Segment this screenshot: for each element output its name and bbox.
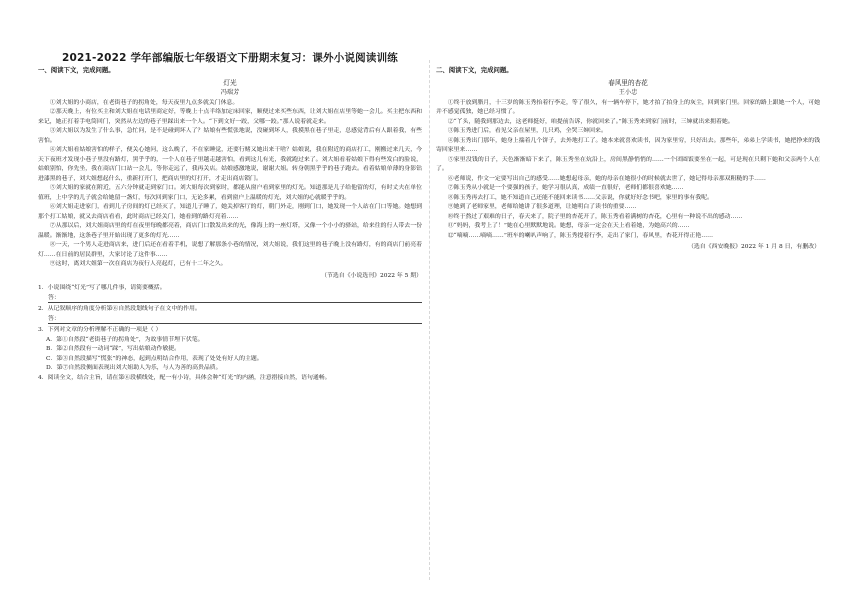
- paragraph: ④刘大姐看姑娘害怕的样子，便关心她问，这么晚了，不在家睡觉，还要行赌又她出来干啥？姑娘说，我在附近的商店打工，刚搬过来几天，今天下夜班才发现小巷子里没有路灯，黑乎乎的，一个人在巷子里越走越害怕，看到这儿有光，我就跑过来了。刘大姐看着姑娘下得有些发白的脸说，姑娘别怕，你先坐，我在商店门口站一会儿，等你走远了，我再关店。姑娘感激地说，谢谢大姐。转身朝黑乎乎的巷子跑去。看着姑娘单薄的身影钻进漆黑的巷子，刘大姐想起什么，重新打开门，把商店里的灯打开，才走出商店锁门。: [38, 147, 422, 182]
- answer-line: [48, 315, 422, 325]
- option-c: C．第③自然段描写“慌张”的神态，起到点明结合作用，表现了处处有好人的主题。: [46, 355, 263, 362]
- paragraph: ②“丫头，随我到那边去，这老师挺好，咱提前告诉，你就回来了。”陈玉秀来到家门前时，三婶就出来拥着她。: [447, 118, 734, 125]
- story-title: 春风里的杏花: [608, 78, 648, 87]
- column-divider: [429, 60, 430, 580]
- source-citation: （选自《西安晚报》2022 年 1 月 8 日，有删改）: [688, 244, 820, 250]
- question-1: 1．小说围绕“灯光”写了哪几件事，请简要概括。: [38, 285, 166, 291]
- paragraph: ⑥刘大姐走进家门，看到儿子房间的灯已经灭了，知道儿子睡了，她关掉客厅的灯，朝门外走，刚到门口，她发现一个人站在门口等她。她想到那个打工姑娘，就又去商店看看，此时商店已经关门，她看到的路灯亮着……: [38, 204, 422, 220]
- paragraph: ⑦从那以后，刘大姐商店里的灯在夜里每晚都亮着，商店门口散发出来的光，像海上的一座灯塔，又像一个小小的驿站，给来往的行人带去一份温暖。渐渐地，这条巷子里开始出现了更多的灯光……: [38, 223, 422, 239]
- paragraph: ③陈玉秀进门后，看见父亲在屋里，几只鸡，全哭三婶回来。: [447, 128, 607, 134]
- answer-prefix: 答：: [48, 315, 60, 322]
- paragraph: ⑨这时，离刘大姐第一次在商店为夜行人亮起灯，已有十二年之久。: [49, 261, 227, 267]
- paragraph: ⑤刘大姐的家就在附近，五六分钟就走到家门口。刘大姐每次到家时，都能从窗户看到家里的灯光。知道那是儿子给他留的灯，有时丈夫在单位值班，上中学的儿子就会给她留一盏灯，每次回到家门口，无论多累，看到窗户上温暖的灯光，刘大姐的心就暖乎乎的。: [38, 185, 422, 201]
- paragraph: ①刘大姐的小商店，在老街巷子的拐角处，每天夜里九点多就关门休息。: [49, 99, 239, 106]
- question-2: 2．从记叙顺序的角度分析第⑥自然段划线句子在文中的作用。: [38, 306, 201, 312]
- section-heading-one: 一、阅读下文，完成问题。: [38, 66, 115, 74]
- paragraph: ①终于放到腊月，十三岁的陈玉秀抬着行李走，等了很久，有一辆车停下，她才拍了拍身上的灰尘，回到家门里。回家的路上跟她一个人，可她并不感觉孤独，她已经习惯了。: [436, 99, 820, 115]
- paragraph: ④陈玉秀出门那年，她身上揣着几个饼子，去外地打工了。她本来就喜欢读书，因为家里穷，只好出去。那些年，弟弟上学读书，她把挣来的钱寄回家里来……: [436, 137, 820, 153]
- paragraph: ⑨她到了老师家里，老师给她讲了很多道理，让她明白了读书的重要……: [447, 204, 637, 210]
- paragraph: ⑤家里没钱的日子，天色渐渐暗下来了，陈玉秀坐在炕沿上，房间黑静悄悄的……一个团圆饭要坐在一起，可是现在只剩下她和父亲两个人在了。: [436, 156, 820, 172]
- paragraph: ⑫“嘀嘀……嘀嘀……”班车的喇叭声响了，陈玉秀提着行李，走出了家门，春风里，杏花开得正艳……: [447, 232, 714, 239]
- paragraph: ⑧一天，一个男人走进商店来，进门后还在看着手机，说想了解那条小巷的情况，刘大姐说，我们这里的巷子晚上没有路灯，有的商店门前亮着灯……在日前的居民群里，大家讨论了这件事……: [38, 242, 422, 258]
- question-4: 4．阅读全文，结合主旨，请在第⑥段横线处，配一有小诗，具体会种“灯光”的内涵，注意措接自然，语句通畅。: [38, 374, 331, 381]
- paragraph: ③刘大姐以为发生了什么事，急忙问，是不是碰到坏人了？姑娘有些慌张地说，没碰到坏人，我摸黑在巷子里走，总感觉背后有人跟着我，有些害怕。: [38, 128, 422, 144]
- answer-prefix: 答：: [48, 294, 60, 301]
- left-column: [38, 66, 422, 383]
- source-citation: （节选自《小说选刊》2022 年 5 期）: [321, 272, 422, 279]
- option-a: A．第①自然段“老街巷子的拐角处”，为故事情节埋下伏笔。: [46, 336, 204, 343]
- paragraph: ⑥老师说，作文一定要写出自己的感受……她想起母亲，她的母亲在她很小的时候就去世了，她记得母亲那双粗糙的手……: [447, 175, 766, 182]
- story-author: 王小忠: [618, 89, 638, 96]
- paragraph: ⑪“妈妈，我考上了！”她在心里默默地说。她想，母亲一定会在天上看着她，为她高兴的……: [447, 223, 690, 229]
- paragraph: ⑦陈玉秀从小就是一个要强的孩子，她学习很认真，成绩一直很好，老师们都很喜欢她……: [447, 185, 684, 191]
- paragraph: ⑩终于熬过了艰难的日子，春天来了，院子里的杏花开了，陈玉秀看着满树的杏花，心里有一种说不出的感动……: [447, 213, 743, 220]
- option-b: B．第②自然段有一动词“踩”，写出姑娘动作敏捷。: [46, 346, 181, 352]
- question-3: 3．下列对文章的分析理解不正确的一项是（ ）: [38, 327, 162, 333]
- section-heading-two: 二、阅读下文，完成问题。: [436, 66, 513, 74]
- answer-line: [48, 294, 422, 304]
- page-title: 2021-2022 学年部编版七年级语文下册期末复习：课外小说阅读训练: [62, 52, 398, 64]
- story-title: 灯光: [223, 78, 237, 87]
- option-d: D．第⑦自然段侧面表现出刘大姐助人为乐，与人为善的高贵品质。: [46, 365, 222, 371]
- paragraph: ②那天晚上，有位买主和刘大姐在电话里商定好，等晚上十点半络加定床回家，顺便过来买些东西，让刘大姐在店里等她一会儿。买主把东西和来记，她正打着手电筒回门，突然从左边的巷子里踩出来一个人。“下到文好一跤，父哪一跤。”那人说着就走来。: [38, 109, 422, 125]
- paragraph: ⑧陈玉秀再去打工，她不知道自己还能不能回来读书……父亲说，你就好好念书吧，家里的事有我呢。: [447, 194, 713, 201]
- story-author: 冯瑞芳: [220, 89, 240, 96]
- right-column: [436, 66, 820, 256]
